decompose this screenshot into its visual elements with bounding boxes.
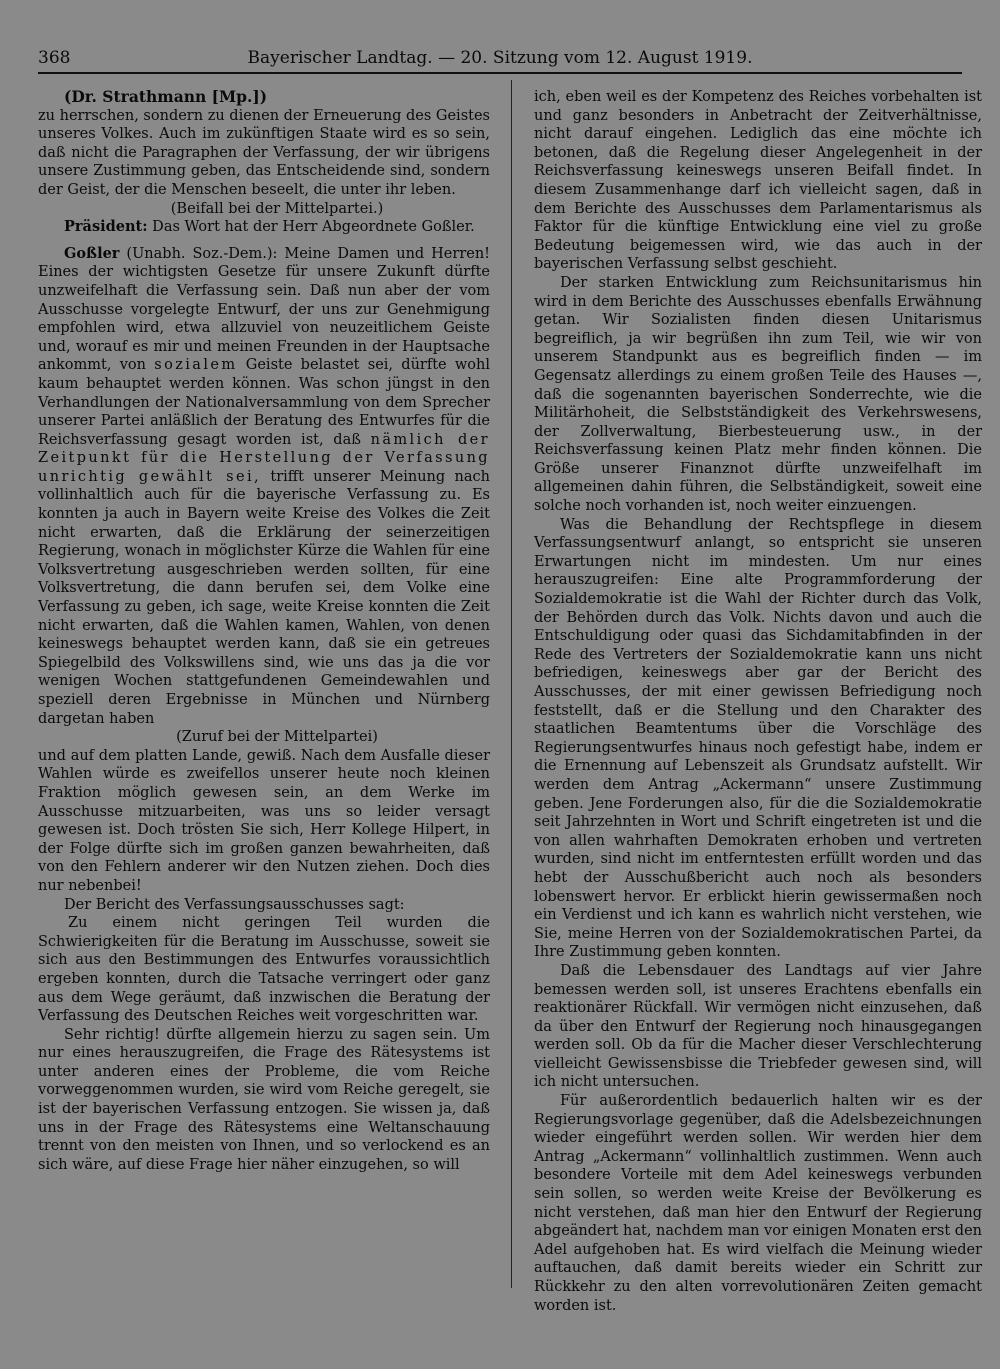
page-header <box>38 44 962 70</box>
speaker-name: Goßler <box>64 244 120 262</box>
emphasized-text: nämlich der Zeitpunkt für die Herstellung der Verfassung unrichtig gewählt sei, <box>38 431 490 485</box>
left-column <box>38 88 490 1174</box>
paragraph: Der Bericht des Verfassungsausschusses sagt: <box>64 896 405 913</box>
speech-text: Meine Damen und Herren! Eines der wichtigsten Gesetze für unsere Zukunft dürfte unzweifelhaft die Verfassung sein. Daß nun aber der vom Ausschusse vorgelegte Entwurf, der uns zur Genehmigung empfohlen wird, etwa allzuviel von neuzeitlichem Geiste und, worauf es mir und meinen Freunden in der Hauptsache ankommt, von <box>38 245 490 374</box>
paragraph: Was die Behandlung der Rechtspflege in diesem Verfassungsentwurf anlangt, so entspricht sie unseren Erwartungen nicht im mindesten. Um nur eines herauszugreifen: Eine alte Programmforderung der Sozialdemokratie ist die Wahl der Richter durch das Volk, der Behörden durch das Volk. Nichts davon und auch die Entschuldigung oder quasi das Sichdamitabfinden in der Rede des Vertreters der Sozialdemokratie kann uns nicht befriedigen, keineswegs aber gar der Bericht des Ausschusses, der mit einer gewissen Befriedigung noch feststellt, daß er die Stellung und den Charakter des staatlichen Beamtentums über die Vorschläge des Regierungsentwurfes hinaus noch gefestigt habe, indem er die Ernennung auf Lebenszeit als Grundsatz aufstellt. Wir werden dem Antrag „Ackermann“ unsere Zustimmung geben. Jene Forderungen also, für die die Sozialdemokratie seit Jahrzehnten in Wort und Schrift eingetreten ist und die von allen wahrhaften Demokraten erhoben und vertreten wurden, sind nicht im entferntesten erfüllt worden und das hebt der Ausschußbericht auch noch als besonders lobenswert hervor. Er erblickt hierin gewissermaßen noch ein Verdienst und ich kann es wahrlich nicht verstehen, wie Sie, meine Herren von der Sozialdemokratischen Partei, da Ihre Zustimmung geben konnten. <box>534 516 982 961</box>
speech-text: trifft unserer Meinung nach vollinhaltlich auch für die bayerische Verfassung zu. Es konnten ja auch in Bayern weite Kreise des Volkes die Zeit nicht erwarten, daß die Erklärung der seinerzeitigen Regierung, wonach in möglichster Kürze die Wahlen für eine Volksvertretung ausgeschrieben werden sollten, für eine Volksvertretung, die dann berufen sei, dem Volke eine Verfassung zu geben, ich sage, weite Kreise konnten die Zeit nicht erwarten, daß die Wahlen kamen, Wahlen, von denen keineswegs behauptet werden kann, daß sie ein getreues Spiegelbild des Volkswillens sind, wie uns das ja die vor wenigen Wochen stattgefundenen Gemeindewahlen und speziell deren Ergebnisse in München und Nürnberg dargetan haben <box>38 468 490 727</box>
running-title: Bayerischer Landtag. — 20. Sitzung vom 12. August 1919. <box>247 48 753 68</box>
interjection: (Zuruf bei der Mittelpartei) <box>176 729 378 746</box>
paragraph <box>38 245 490 728</box>
paragraph: Daß die Lebensdauer des Landtags auf vier Jahre bemessen werden soll, ist unseres Erachtens ebenfalls ein reaktionärer Rückfall. Wir vermögen nicht einzusehen, daß da über den Entwurf der Regierung noch hinausgegangen werden soll. Ob da für die Macher dieser Verschlechterung vielleicht Gewissensbisse die Triebfeder gewesen sind, will ich nicht untersuchen. <box>534 962 982 1091</box>
column-divider <box>511 80 512 1288</box>
page-number: 368 <box>38 48 71 68</box>
paragraph: ich, eben weil es der Kompetenz des Reiches vorbehalten ist und ganz besonders in Anbetracht der Zeitverhältnisse, nicht darauf eingehen. Lediglich das eine möchte ich betonen, daß die Regelung dieser Angelegenheit in der Reichsverfassung keineswegs unseren Beifall findet. In diesem Zusammenhange darf ich vielleicht sagen, daß in dem Berichte des Ausschusses dem Parlamentarismus als Faktor für die künftige Entwicklung eine viel zu große Bedeutung beigemessen wird, wie das auch in der bayerischen Verfassung selbst geschieht. <box>534 89 982 273</box>
paragraph: Der starken Entwicklung zum Reichsunitarismus hin wird in dem Berichte des Ausschusses ebenfalls Erwähnung getan. Wir Sozialisten finden diesen Unitarismus begreiflich, ja wir begrüßen ihn zum Teil, wie wir von unserem Standpunkt aus es begreiflich finden — im Gegensatz allerdings zu einem großen Teile des Hauses —, daß die sogenannten bayerischen Sonderrechte, wie die Militärhoheit, die Selbstständigkeit des Verkehrswesens, der Zollverwaltung, Bierbesteuerung usw., in der Reichsverfassung keinen Platz mehr finden können. Die Größe unserer Finanznot dürfte unzweifelhaft im allgemeinen dahin führen, die Selbständigkeit, soweit eine solche noch vorhanden ist, noch weiter einzuengen. <box>534 274 982 515</box>
header-rule <box>38 72 962 74</box>
right-column <box>534 88 982 1315</box>
emphasized-text: sozialem <box>154 357 238 374</box>
paragraph: Für außerordentlich bedauerlich halten wir es der Regierungsvorlage gegenüber, daß die Adelsbezeichnungen wieder eingeführt werden sollen. Wir werden hier dem Antrag „Ackermann“ vollinhaltlich zustimmen. Wenn auch besondere Vorteile mit dem Adel keineswegs verbunden sein sollen, so werden weite Kreise der Bevölkerung es nicht verstehen, daß man hier den Entwurf der Regierung abgeändert hat, nachdem man vor einigen Monaten erst den Adel aufgehoben hat. Es wird vielfach die Meinung wieder auftauchen, daß damit bereits wieder ein Schritt zur Rückkehr zu den alten vorrevolutionären Zeiten gemacht worden ist. <box>534 1093 983 1314</box>
paragraph: Sehr richtig! dürfte allgemein hierzu zu sagen sein. Um nur eines herauszugreifen, die Frage des Rätesystems ist unter anderen eines der Probleme, die vom Reiche vorweggenommen wurden, sie wird vom Reiche geregelt, sie ist der bayerischen Verfassung entzogen. Sie wissen ja, daß uns in der Frage des Rätesystems eine Weltanschauung trennt von den meisten von Ihnen, und so verlockend es an sich wäre, auf diese Frage hier näher einzugehen, so will <box>38 1026 490 1173</box>
speaker-name: Präsident: <box>64 218 148 236</box>
block-quote: Zu einem nicht geringen Teil wurden die Schwierigkeiten für die Beratung im Ausschusse, soweit sie sich aus den Bestimmungen des Entwurfes voraussichtlich ergeben konnten, durch die Tatsache verringert oder ganz aus dem Wege geräumt, daß inzwischen die Beratung der Verfassung des Deutschen Reiches weit vorgeschritten war. <box>38 915 490 1025</box>
paragraph: zu herrschen, sondern zu dienen der Erneuerung des Geistes unseres Volkes. Auch im zukünftigen Staate wird es so sein, daß nicht die Paragraphen der Verfassung, der wir übrigens unsere Zustimmung geben, das Entscheidende sind, sondern der Geist, der die Menschen beseelt, die unter ihr leben. <box>38 107 490 198</box>
paragraph <box>38 218 490 237</box>
party-affiliation: (Unabh. Soz.-Dem.): <box>119 245 285 262</box>
speaker-tag: (Dr. Strathmann [Mp.]) <box>64 87 268 106</box>
speech-text: Geiste belastet sei, dürfte wohl kaum behauptet werden können. Was schon jüngst in den Verhandlungen der Nationalversammlung von dem Sprecher unserer Partei anläßlich der Beratung des Entwurfes für die Reichsverfassung gesagt worden ist, daß <box>38 357 491 448</box>
interjection: (Beifall bei der Mittelpartei.) <box>170 200 384 217</box>
paragraph: und auf dem platten Lande, gewiß. Nach dem Ausfalle dieser Wahlen würde es zweifellos unserer heute noch kleinen Fraktion möglich gewesen sein, an dem Werke im Ausschusse mitzuarbeiten, was uns so leider versagt gewesen ist. Doch trösten Sie sich, Herr Kollege Hilpert, in der Folge dürfte sich im großen ganzen bewahrheiten, daß von den Fehlern anderer wir den Nutzen ziehen. Doch dies nur nebenbei! <box>38 747 490 894</box>
speech-text: Das Wort hat der Herr Abgeordnete Goßler. <box>147 219 475 236</box>
